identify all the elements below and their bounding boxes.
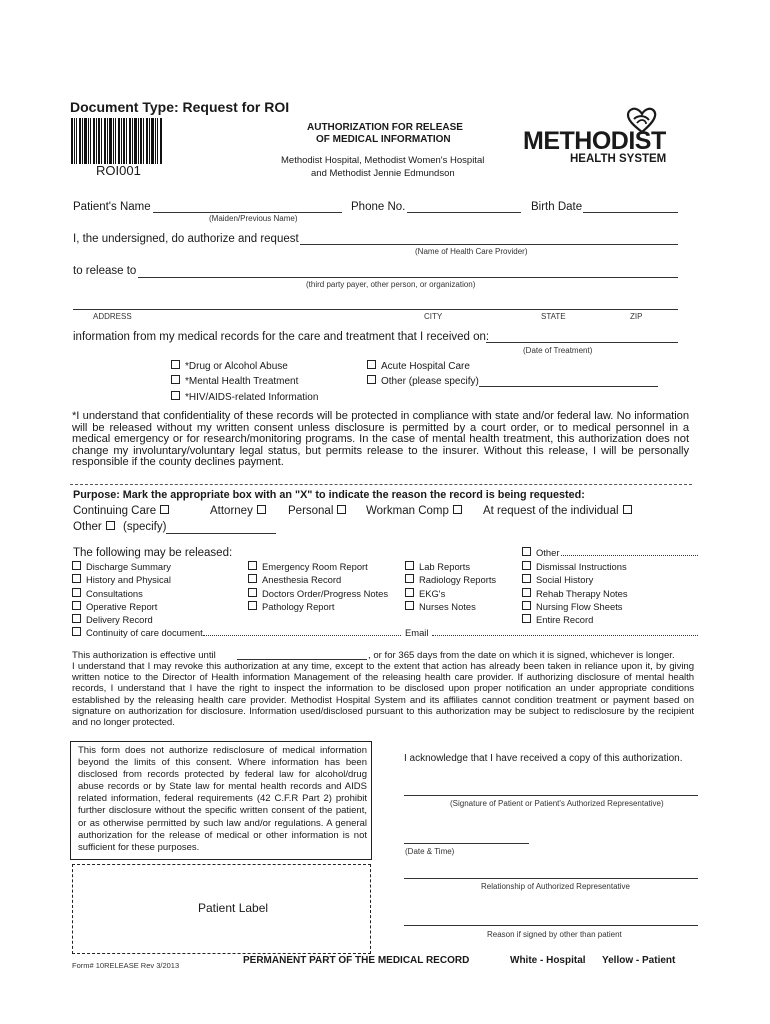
white-copy-label: White - Hospital [510, 955, 586, 966]
dashed-separator [70, 484, 692, 485]
phone-label: Phone No. [351, 201, 406, 213]
purpose-other[interactable]: Other [73, 521, 115, 533]
release-to-label: to release to [73, 265, 137, 277]
release-item[interactable]: Delivery Record [72, 613, 203, 626]
release-checkbox[interactable] [522, 614, 531, 623]
release-item[interactable]: Discharge Summary [72, 560, 203, 573]
release-item[interactable]: Anesthesia Record [248, 573, 388, 586]
at-request-checkbox[interactable] [623, 505, 632, 514]
authorize-label: I, the undersigned, do authorize and request [73, 233, 299, 245]
workman-comp-checkbox[interactable] [453, 505, 462, 514]
address-hint: ADDRESS [93, 312, 132, 321]
address-field[interactable] [73, 309, 678, 310]
maiden-name-hint: (Maiden/Previous Name) [209, 214, 298, 223]
city-hint: CITY [424, 312, 443, 321]
release-item[interactable]: Social History [522, 573, 628, 586]
email-label: Email [405, 627, 429, 638]
purpose-personal[interactable]: Personal [288, 505, 346, 517]
provider-hint: (Name of Health Care Provider) [415, 247, 528, 256]
reason-field[interactable] [404, 925, 698, 926]
attorney-checkbox[interactable] [257, 505, 266, 514]
state-hint: STATE [541, 312, 566, 321]
relationship-hint: Relationship of Authorized Representative [481, 882, 630, 891]
release-other-field[interactable] [561, 555, 698, 556]
release-checkbox[interactable] [522, 561, 531, 570]
phone-field[interactable] [407, 212, 521, 213]
release-checkbox[interactable] [248, 588, 257, 597]
drug-alcohol-item[interactable]: *Drug or Alcohol Abuse [171, 360, 288, 372]
release-item[interactable]: Rehab Therapy Notes [522, 587, 628, 600]
mental-health-item[interactable]: *Mental Health Treatment [171, 375, 298, 387]
confidentiality-statement: *I understand that confidentiality of these records will be protected in compliance with state and/or federal law. No information will be released without my written consent unless disclosure is permitted by a court order, or to medical personnel in a medical emergency or for research/monitoring programs. In the case of mental health treatment, this authorization does not change my involuntary/voluntary legal status, but permits release to the insurer. Without this release, I will be personally responsible if the county declines payment. [72, 410, 689, 469]
relationship-field[interactable] [404, 878, 698, 879]
release-checkbox[interactable] [72, 627, 81, 636]
release-other-checkbox[interactable] [522, 547, 531, 556]
zip-hint: ZIP [630, 312, 643, 321]
document-type-title: Document Type: Request for ROI [70, 99, 290, 115]
redisclosure-notice: This form does not authorize redisclosure of medical information beyond the limits of this consent. Where information has been disclosed from records protected by federal law for alcohol/drug abuse records or by State law for mental health records and AIDS related information, federal requirements (42 C.F.R Part 2) prohibit further disclosure without the specific written consent of the patient, or as otherwise permitted by such law and/or regulations. A general authorization for the release of medical or other information is not sufficient for these purposes. [78, 745, 367, 853]
released-column-1 [72, 560, 203, 640]
acute-care-item[interactable]: Acute Hospital Care [367, 360, 470, 372]
released-column-4 [522, 560, 628, 626]
release-checkbox[interactable] [248, 574, 257, 583]
signature-hint: (Signature of Patient or Patient's Authorized Representative) [450, 799, 664, 808]
purpose-specify-label: (specify) [123, 521, 167, 533]
release-checkbox[interactable] [72, 601, 81, 610]
revocation-statement: I understand that I may revoke this authorization at any time, except to the extent that action has already been taken in reliance upon it, by giving written notice to the Director of Health information Management of the releasing health care provider. If authorizing disclosure of mental health records, I understand that I have the right to inspect the information to be disclosed upon proper notification an under appropriate conditions established by the releasing health care provider. Methodist Hospital System and its affiliates cannot condition treatment or payment based on signature on authorization for disclosure. Information used/disclosed pursuant to this authorization may be subject to redisclosure by the recipient and no longer protected. [72, 661, 694, 729]
release-item[interactable]: Lab Reports [405, 560, 496, 573]
release-checkbox[interactable] [72, 561, 81, 570]
purpose-continuing-care[interactable]: Continuing Care [73, 505, 169, 517]
treatment-info-label: information from my medical records for the care and treatment that I received on: [73, 331, 490, 343]
acute-care-checkbox[interactable] [367, 360, 376, 369]
logo-subtitle: HEALTH SYSTEM [570, 153, 667, 165]
release-item[interactable]: Entire Record [522, 613, 628, 626]
patient-name-field[interactable] [153, 212, 342, 213]
third-party-hint: (third party payer, other person, or organization) [306, 280, 476, 289]
hiv-aids-item[interactable]: *HIV/AIDS-related Information [171, 391, 318, 403]
release-checkbox[interactable] [522, 601, 531, 610]
release-item[interactable]: Nursing Flow Sheets [522, 600, 628, 613]
purpose-attorney[interactable]: Attorney [210, 505, 266, 517]
release-item[interactable]: History and Physical [72, 573, 203, 586]
purpose-workman-comp[interactable]: Workman Comp [366, 505, 462, 517]
release-item[interactable]: Doctors Order/Progress Notes [248, 587, 388, 600]
release-checkbox[interactable] [248, 561, 257, 570]
form-title-line-2: OF MEDICAL INFORMATION [316, 134, 451, 145]
barcode-code: ROI001 [96, 163, 141, 178]
provider-field[interactable] [300, 244, 678, 245]
release-checkbox[interactable] [72, 588, 81, 597]
permanent-record-label: PERMANENT PART OF THE MEDICAL RECORD [243, 955, 470, 966]
other-specify-field[interactable] [479, 386, 658, 387]
hospitals-line-2: and Methodist Jennie Edmundson [311, 168, 455, 179]
effective-until-label: This authorization is effective until [72, 650, 216, 661]
release-item[interactable]: Continuity of care document [72, 626, 203, 639]
release-checkbox[interactable] [248, 601, 257, 610]
patient-name-label: Patient's Name [73, 201, 151, 213]
effective-tail: , or for 365 days from the date on which it is signed, whichever is longer. [368, 650, 675, 661]
release-item[interactable]: Operative Report [72, 600, 203, 613]
reason-hint: Reason if signed by other than patient [487, 930, 622, 939]
continuing-care-checkbox[interactable] [160, 505, 169, 514]
release-item[interactable]: Radiology Reports [405, 573, 496, 586]
release-item[interactable]: Dismissal Instructions [522, 560, 628, 573]
hospitals-line-1: Methodist Hospital, Methodist Women's Hospital [281, 155, 485, 166]
release-checkbox[interactable] [405, 574, 414, 583]
logo-name: METHODIST [523, 127, 666, 155]
purpose-at-request[interactable]: At request of the individual [483, 505, 632, 517]
release-item[interactable]: EKG's [405, 587, 496, 600]
release-item[interactable]: Consultations [72, 587, 203, 600]
yellow-copy-label: Yellow - Patient [602, 955, 676, 966]
signature-field[interactable] [404, 795, 698, 796]
release-checkbox[interactable] [522, 574, 531, 583]
released-column-2 [248, 560, 388, 613]
purpose-specify-field[interactable] [166, 533, 276, 534]
other-specify-item[interactable]: Other (please specify) [367, 375, 479, 387]
release-checkbox[interactable] [405, 588, 414, 597]
purpose-other-checkbox[interactable] [106, 521, 115, 530]
drug-alcohol-checkbox[interactable] [171, 360, 180, 369]
other-specify-checkbox[interactable] [367, 375, 376, 384]
release-to-field[interactable] [138, 277, 678, 278]
release-checkbox[interactable] [72, 574, 81, 583]
treatment-date-field[interactable] [486, 342, 678, 343]
barcode [71, 118, 163, 164]
hiv-aids-checkbox[interactable] [171, 391, 180, 400]
release-item[interactable]: Emergency Room Report [248, 560, 388, 573]
released-heading: The following may be released: [73, 547, 233, 559]
release-checkbox[interactable] [405, 601, 414, 610]
patient-label-text: Patient Label [198, 901, 269, 915]
acknowledge-statement: I acknowledge that I have received a copy of this authorization. [404, 753, 683, 764]
release-item[interactable]: Pathology Report [248, 600, 388, 613]
date-time-hint: (Date & Time) [405, 847, 455, 856]
birth-date-label: Birth Date [531, 201, 583, 213]
date-time-field[interactable] [404, 843, 529, 844]
personal-checkbox[interactable] [337, 505, 346, 514]
email-field[interactable] [432, 635, 698, 636]
release-checkbox[interactable] [522, 588, 531, 597]
release-checkbox[interactable] [72, 614, 81, 623]
release-other-item[interactable]: Other [522, 547, 559, 558]
release-checkbox[interactable] [405, 561, 414, 570]
released-column-3 [405, 560, 496, 613]
mental-health-checkbox[interactable] [171, 375, 180, 384]
purpose-heading: Purpose: Mark the appropriate box with an "X" to indicate the reason the record is being requested: [73, 489, 585, 501]
form-title-line-1: AUTHORIZATION FOR RELEASE [307, 122, 463, 133]
effective-until-field[interactable] [237, 659, 367, 660]
release-item[interactable]: Nurses Notes [405, 600, 496, 613]
birth-date-field[interactable] [583, 212, 678, 213]
continuity-email-line [203, 635, 401, 636]
form-number: Form# 10RELEASE Rev 3/2013 [72, 961, 180, 970]
treatment-date-hint: (Date of Treatment) [523, 346, 593, 355]
